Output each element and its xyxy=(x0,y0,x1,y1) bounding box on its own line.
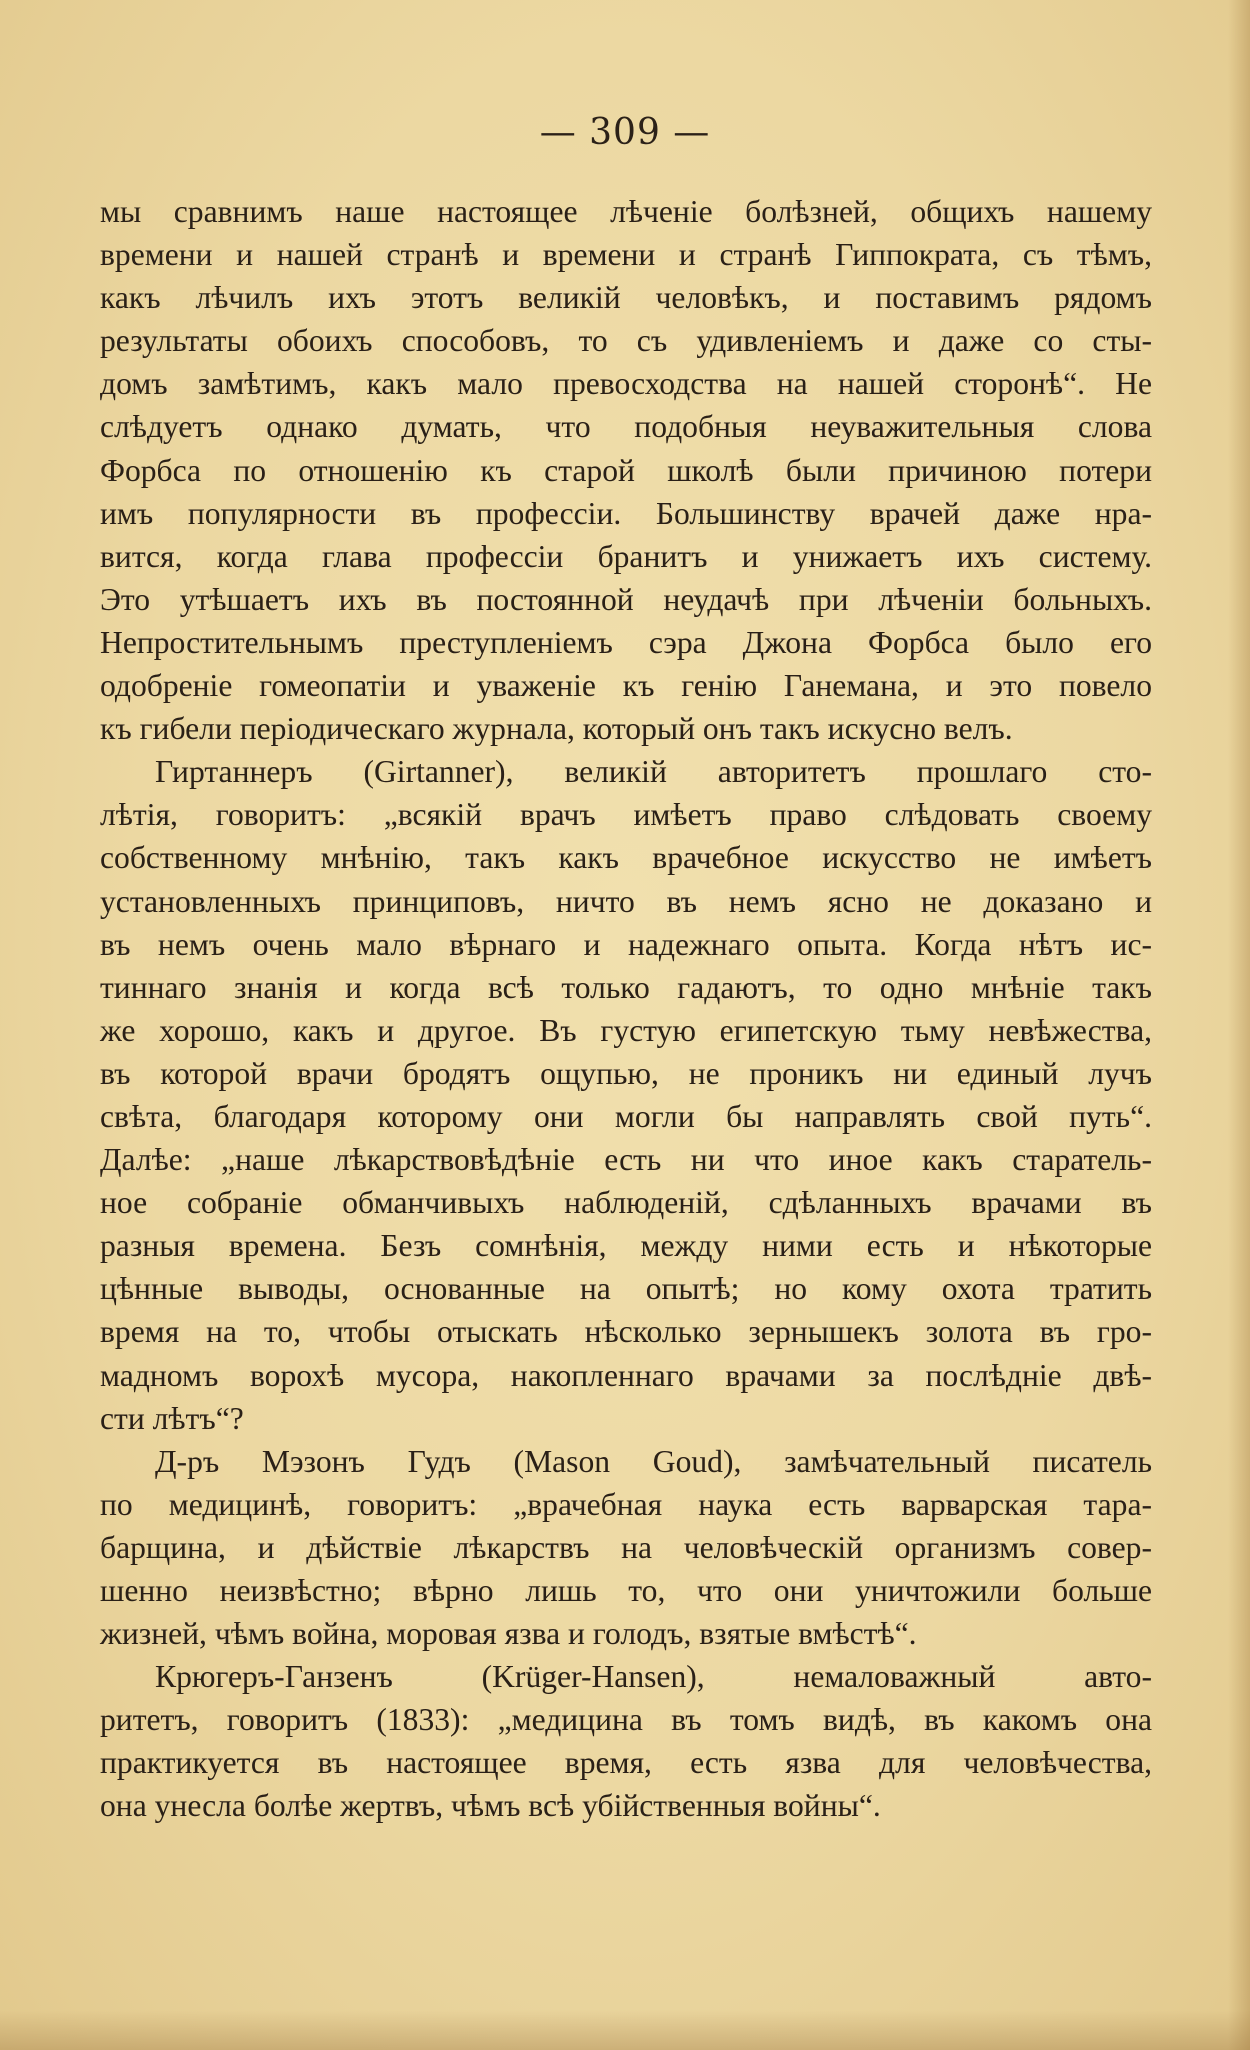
text-line: практикуется въ настоящее время, есть язва для человѣчества, xyxy=(100,1745,1152,1781)
text-line: Это утѣшаетъ ихъ въ постоянной неудачѣ при лѣченіи больныхъ. xyxy=(100,581,1152,617)
page-number: — 309 — xyxy=(539,112,711,153)
text-line: имъ популярности въ профессіи. Большинству врачей даже нра- xyxy=(100,495,1152,531)
text-line: ритетъ, говоритъ (1833): „медицина въ томъ видѣ, въ какомъ она xyxy=(100,1702,1152,1738)
text-line: Непростительнымъ преступленіемъ сэра Джона Форбса было его xyxy=(100,624,1152,660)
text-line: шенно неизвѣстно; вѣрно лишь то, что они уничтожили больше xyxy=(100,1573,1152,1608)
text-line: же хорошо, какъ и другое. Въ густую египетскую тьму невѣжества, xyxy=(100,1012,1152,1048)
text-line: по медицинѣ, говоритъ: „врачебная наука есть варварская тара- xyxy=(100,1486,1152,1522)
paragraph xyxy=(100,1440,1152,1655)
text-line: время на то, чтобы отыскать нѣсколько зернышекъ золота въ гро- xyxy=(100,1314,1152,1350)
text-line: Далѣе: „наше лѣкарствовѣдѣніе есть ни что иное какъ старатель- xyxy=(100,1142,1152,1178)
text-line: Форбса по отношенію къ старой школѣ были причиною потери xyxy=(100,452,1152,488)
text-line: мадномъ ворохѣ мусора, накопленнаго врачами за послѣдніе двѣ- xyxy=(100,1357,1152,1393)
text-line: мы сравнимъ наше настоящее лѣченіе болѣзней, общихъ нашему xyxy=(100,194,1152,229)
page-edge-shadow-right xyxy=(1228,0,1250,2050)
page-edge-shadow-bottom xyxy=(0,2010,1250,2050)
text-line: Гиртаннеръ (Girtanner), великій авторитетъ прошлаго сто- xyxy=(155,754,1152,790)
text-line: вится, когда глава профессіи бранитъ и унижаетъ ихъ систему. xyxy=(100,538,1152,574)
text-line: ное собраніе обманчивыхъ наблюденій, сдѣланныхъ врачами въ xyxy=(100,1185,1152,1221)
text-line: разныя времена. Безъ сомнѣнія, между ними есть и нѣкоторые xyxy=(100,1228,1152,1264)
text-line: какъ лѣчилъ ихъ этотъ великій человѣкъ, и поставимъ рядомъ xyxy=(100,280,1152,316)
paragraph xyxy=(100,190,1152,750)
text-line: свѣта, благодаря которому они могли бы направлять свой путь“. xyxy=(100,1098,1152,1134)
text-line: барщина, и дѣйствіе лѣкарствъ на человѣческій организмъ совер- xyxy=(100,1529,1152,1565)
paragraph xyxy=(100,1655,1152,1827)
text-line: лѣтія, говоритъ: „всякій врачъ имѣетъ право слѣдовать своему xyxy=(100,797,1152,833)
text-line: Д-ръ Мэзонъ Гудъ (Mason Goud), замѣчательный писатель xyxy=(155,1443,1152,1479)
text-line: цѣнные выводы, основанные на опытѣ; но кому охота тратить xyxy=(100,1271,1152,1307)
text-line: къ гибели періодическаго журнала, который онъ такъ искусно велъ. xyxy=(100,711,1013,747)
text-line: установленныхъ принциповъ, ничто въ немъ ясно не доказано и xyxy=(100,883,1152,919)
text-line: сти лѣтъ“? xyxy=(100,1400,244,1436)
text-line: тиннаго знанія и когда всѣ только гадаютъ, то одно мнѣніе такъ xyxy=(100,969,1152,1005)
body-text xyxy=(100,190,1152,1828)
text-line: результаты обоихъ способовъ, то съ удивленіемъ и даже со сты- xyxy=(100,323,1152,359)
text-line: она унесла болѣе жертвъ, чѣмъ всѣ убійственныя войны“. xyxy=(100,1788,881,1824)
text-line: Крюгеръ-Ганзенъ (Krüger-Hansen), немаловажный авто- xyxy=(155,1659,1152,1695)
text-line: одобреніе гомеопатіи и уваженіе къ генію Ганемана, и это повело xyxy=(100,668,1152,704)
text-line: собственному мнѣнію, такъ какъ врачебное искусство не имѣетъ xyxy=(100,840,1152,876)
paragraph xyxy=(100,750,1152,1440)
text-line: слѣдуетъ однако думать, что подобныя неуважительныя слова xyxy=(100,409,1152,445)
text-line: времени и нашей странѣ и времени и странѣ Гиппократа, съ тѣмъ, xyxy=(100,237,1152,273)
text-line: домъ замѣтимъ, какъ мало превосходства на нашей сторонѣ“. Не xyxy=(100,366,1152,402)
text-line: въ которой врачи бродятъ ощупью, не проникъ ни единый лучъ xyxy=(100,1055,1152,1091)
text-line: жизней, чѣмъ война, моровая язва и голодъ, взятые вмѣстѣ“. xyxy=(100,1616,917,1652)
text-line: въ немъ очень мало вѣрнаго и надежнаго опыта. Когда нѣтъ ис- xyxy=(100,926,1152,962)
